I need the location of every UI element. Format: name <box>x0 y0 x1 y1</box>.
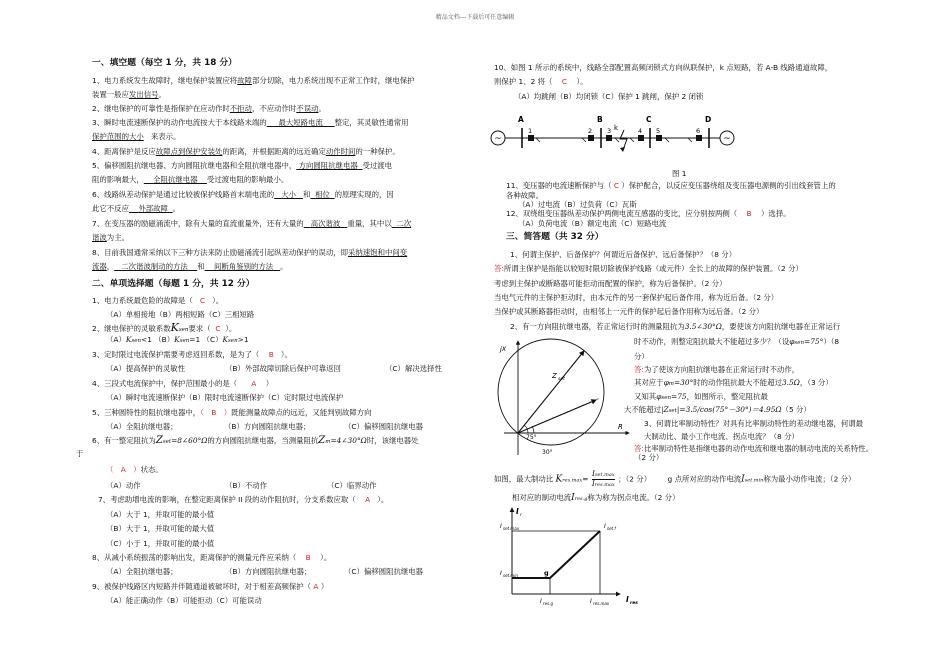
ir-axis-subscript: r <box>520 513 522 518</box>
c1-options: （A）单相接地（B）两相短路（C）三相短路 <box>106 310 255 319</box>
fault-k-icon <box>620 130 627 150</box>
bus-a-label: A <box>518 115 524 124</box>
braking-characteristic-diagram <box>500 506 650 612</box>
q12-line: 12、双绕组变压器纵差动保护两侧电流互感器的变比，应分别按两侧（ B ）选择。 <box>506 209 791 218</box>
q1-line2: 装置一般应发出信号。 <box>92 90 166 99</box>
iset-min-label: I <box>500 570 502 577</box>
s1-answer-line4: 当保护或其断路器拒动时，由相邻上一元件的保护起后备作用称为远后备。（2 分） <box>494 307 764 316</box>
s3-question-line2: 大制动比、最小工作电流、拐点电流？（8 分） <box>644 432 799 441</box>
ir-axis-label: I <box>516 507 519 516</box>
s2-answer-line3: 又知其φsen=75，如图所示，整定阻抗最 <box>634 392 768 401</box>
impedance-circle-diagram <box>494 337 634 461</box>
bus-d-label: D <box>705 115 712 124</box>
c4-question: 4、三段式电流保护中，保护范围最小的是（ A ） <box>92 379 274 388</box>
s3-detail-line2: 相对应的制动电流Ires.g称为称为拐点电流。（2 分） <box>512 493 680 503</box>
c1-question: 1、电力系统最危险的故障是（ C ）。 <box>92 296 224 305</box>
c7-option-b: （B）大于 1，并取可能的最大值 <box>106 524 215 533</box>
c6-option-c: （C）临界动作 <box>327 481 377 490</box>
c8-question: 8、从减小系统振荡的影响出发，距离保护的测量元件应采纳（ B ）。 <box>92 553 332 562</box>
c4-options: （A）瞬时电流速断保护（B）限时电流速断保护（C）定时限过电流保护 <box>106 393 344 402</box>
ires-max-subscript: res.max <box>593 601 610 606</box>
q5-line1: 5、偏移圆阻抗继电器、方向圆阻抗继电器和全阻抗继电器中， 方向圆阻抗继电器 受过渡电 <box>92 161 393 170</box>
source-right-symbol: ~ <box>723 134 731 144</box>
zset-label: Z <box>552 372 557 380</box>
q5-line2: 阻的影响最大， 全阻抗继电器 受过渡电阻的影响最小。 <box>92 175 289 184</box>
q8-line2: 流器， 二次谐波制动的方法 和 间断角鉴别的方法 。 <box>92 262 288 271</box>
c9-options: （A）能正确动作（B）可能拒动（C）可能误动 <box>106 596 262 605</box>
c2-question: 2、继电保护的灵敏系数Ksen要求（ C ）。 <box>92 321 237 334</box>
angle-30-label: 30° <box>542 449 553 456</box>
q12-options: （A）负荷电流（B）额定电流（C）短路电流 <box>518 219 667 228</box>
c8-option-a: （A）全阻抗继电器； <box>106 567 178 576</box>
ires-g-subscript: res.g <box>543 601 553 606</box>
c7-option-c: （C）小于 1，并取可能的最小值 <box>106 539 215 548</box>
source-left-symbol: ~ <box>494 134 502 144</box>
ires-max-label: I <box>590 598 592 605</box>
c8-option-b: （B）方向圆阻抗继电器； <box>225 567 312 576</box>
s2-answer-line4: 大不能超过|Zset|=3.5/cos(75°－30°)＝4.95Ω（5 分） <box>624 405 811 414</box>
q7-line1: 7、在变压器的励磁涌流中，除有大量的直流重量外，还有大量的 高次谐波 重量，其中以 二次 <box>92 219 412 228</box>
s3-detail-line1: 如图，最大制动比 Kres.max= Iset.max Ires.max ；（2 分） g 点所对应的动作电流Iset.min称为最小动作电流；（2 分） <box>494 469 856 488</box>
bus-b-label: B <box>597 115 603 124</box>
c6-question-cont: 于 <box>76 449 84 458</box>
c3-option-c: （C）解决选择性 <box>385 364 442 373</box>
c7-option-a: （A）大于 1，并取可能的最小值 <box>106 510 215 519</box>
angle-75-label: 75° <box>526 434 537 441</box>
point-g-label: g <box>544 569 549 577</box>
q10-line1: 10、如图 1 所示的系统中，线路全部配置高频闭锁式方向纵联保护，k 点短路，若 A-B 线路通道故障， <box>494 63 833 72</box>
s2-question-line3: 分） <box>634 352 649 361</box>
ires-g-label: I <box>540 598 542 605</box>
s2-answer-line1: 答:为了使该方向阻抗继电器在正常运行时不动作， <box>634 365 800 374</box>
iset-min-subscript: set.min <box>503 573 518 578</box>
c8-option-c: （C）偏移圆阻抗继电器 <box>344 567 424 576</box>
page-header: 精品文档---下载后可任意编辑 <box>435 14 515 21</box>
s3-answer-points: （2 分） <box>634 453 664 462</box>
s3-answer-line1: 答:比率制动特性是指继电器的动作电流和继电器的制动电流的关系特性。 <box>634 444 874 453</box>
q10-line2: 则保护 1、2 将（ C ）。 <box>494 77 588 86</box>
breaker-1-label: 1 <box>528 127 533 135</box>
zset-vector <box>518 351 584 433</box>
q2-line: 2、继电保护的可靠性是指保护在应动作时不拒动，不应动作时不误动。 <box>92 104 326 113</box>
section-choice-title: 二、单项选择题（每题 1 分，共 12 分） <box>92 279 255 289</box>
c7-question: 7、考虑助增电流的影响，在整定距离保护 II 段的动作阻抗时，分支系数应取（ A ）。 <box>98 495 389 504</box>
c5-option-b: （B）方向圆阻抗继电器； <box>224 422 311 431</box>
q6-line1: 6、线路纵差动保护是通过比较被保护线路首末端电流的 大小 和 相位 的原理实现的，因 <box>92 190 394 199</box>
figure-1-caption: 图 1 <box>672 169 687 178</box>
s2-question-line1: 2、有一方向阻抗继电器，若正常运行时的测量阻抗为3.5∠30°Ω，要使该方向阻抗继电器在正常运行 <box>510 322 841 331</box>
c2-options: （A）Ksen<1 （B）Ksen=1 （C）Ksen>1 <box>106 335 249 344</box>
q3-line2: 保护范围的大小 来表示。 <box>92 132 181 141</box>
c6-option-b: （B）不动作 <box>225 481 268 490</box>
q11-line1: 11、变压器的电流速断保护与（ C ）保护配合，以反应变压器绕组及变压器电源侧的引出线套管上的 <box>506 181 836 190</box>
c6-option-a: （A）动作 <box>106 481 141 490</box>
s2-answer-line2: 其对应于φm=30°时的动作阻抗最大不能超过3.5Ω，（3 分） <box>634 378 833 387</box>
q1-line1: 1、电力系统发生故障时，继电保护装置应将故障部分切除，电力系统出现不正常工作时，继电保护 <box>92 76 415 85</box>
fault-k-label: k <box>614 124 619 132</box>
section-fill-blank-title: 一、填空题（每空 1 分，共 18 分） <box>92 58 237 68</box>
c3-question: 3、定时限过电流保护需要考虑返回系数，是为了（ B ）。 <box>92 350 292 359</box>
s2-question-line2: 时不动作，则整定阻抗最大不能超过多少？（设φsen=75°）（8 <box>634 337 840 346</box>
iset-f-subscript: set.f <box>607 526 616 531</box>
breaker-6-label: 6 <box>696 127 701 135</box>
r-axis-label: R <box>618 423 623 431</box>
q11-line2: 各种故障。 <box>506 191 543 200</box>
ires-axis-label: I <box>626 595 629 604</box>
breaker-3-label: 3 <box>607 127 612 135</box>
bus-c-label: C <box>646 115 652 124</box>
breaker-4-label: 4 <box>638 127 643 135</box>
figure-1-system-diagram <box>488 106 738 170</box>
q10-options: （A）均跳闸（B）均闭锁（C）保护 1 跳闸，保护 2 闭锁 <box>514 92 704 101</box>
s1-answer-line2: 考虑到主保护或断路器可能拒动而配置的保护，称为后备保护。（2 分） <box>494 279 727 288</box>
c5-option-a: （A）全阻抗继电器； <box>106 422 178 431</box>
iset-max-label: I <box>500 523 502 530</box>
iset-f-label: I <box>604 523 606 530</box>
q6-line2: 此它不反应 外部故障 。 <box>92 204 181 213</box>
c9-question: 9、被保护线路区内短路并伴随通道被破坏时，对于相差高频保护（ A ） <box>92 582 329 591</box>
zset-subscript-label: set <box>558 377 565 382</box>
c3-option-a: （A）提高保护的灵敏性 <box>106 364 185 373</box>
ires-axis-subscript: res <box>630 601 638 606</box>
section-short-answer-title: 三、简答题（共 32 分） <box>506 232 604 242</box>
s3-question-line1: 3、何谓比率制动特性？对具有比率制动特性的差动继电器，何谓最 <box>644 419 864 428</box>
q7-line2: 谐波为主。 <box>92 233 129 242</box>
c3-option-b: （B）外部故障切除后保护可靠返回 <box>225 364 341 373</box>
q11-options: （A）过电流（B）过负荷（C）瓦斯 <box>518 200 637 209</box>
s1-question: 1、何谓主保护、后备保护？何谓近后备保护、远后备保护？（8 分） <box>510 250 737 259</box>
q4-line: 4、距离保护是反应故障点到保护安装处的距离，并根据距离的远近确定动作时间的一种保护。 <box>92 147 400 156</box>
c6-answer-line: （ A ）状态。 <box>106 465 163 474</box>
c6-question: 6、有一整定阻抗为Zset=8∠60°Ω的方向圆阻抗继电器，当测量阻抗Zm=4∠30°Ω时，该继电器处 <box>92 435 419 446</box>
c5-question: 5、三种圆特性的阻抗继电器中，（ B ）既能测量故障点的远近，又能判别故障方向 <box>92 408 372 417</box>
c5-option-c: （C）偏移圆阻抗继电器 <box>344 422 424 431</box>
s1-answer-line1: 答:所谓主保护是指能以较短时限切除被保护线路（或元件）全长上的故障的保护装置。（2 分） <box>494 264 803 273</box>
s1-answer-line3: 当电气元件的主保护拒动时，由本元件的另一套保护起后备作用，称为近后备。（2 分） <box>494 293 779 302</box>
iset-max-subscript: set.max <box>503 526 520 531</box>
jx-axis-label: jX <box>500 345 507 353</box>
breaker-2-label: 2 <box>588 127 593 135</box>
q8-line1: 8、目前我国通常采纳以下三种方法来防止励磁涌流引起纵差动保护的误动，即采纳速饱和中间变 <box>92 248 408 257</box>
breaker-5-label: 5 <box>656 127 661 135</box>
braking-slope-segment <box>550 531 600 578</box>
q3-line1: 3、瞬时电流速断保护的动作电流按大于本线路末端的 最大短路电流 整定，其灵敏性通常用 <box>92 118 409 127</box>
